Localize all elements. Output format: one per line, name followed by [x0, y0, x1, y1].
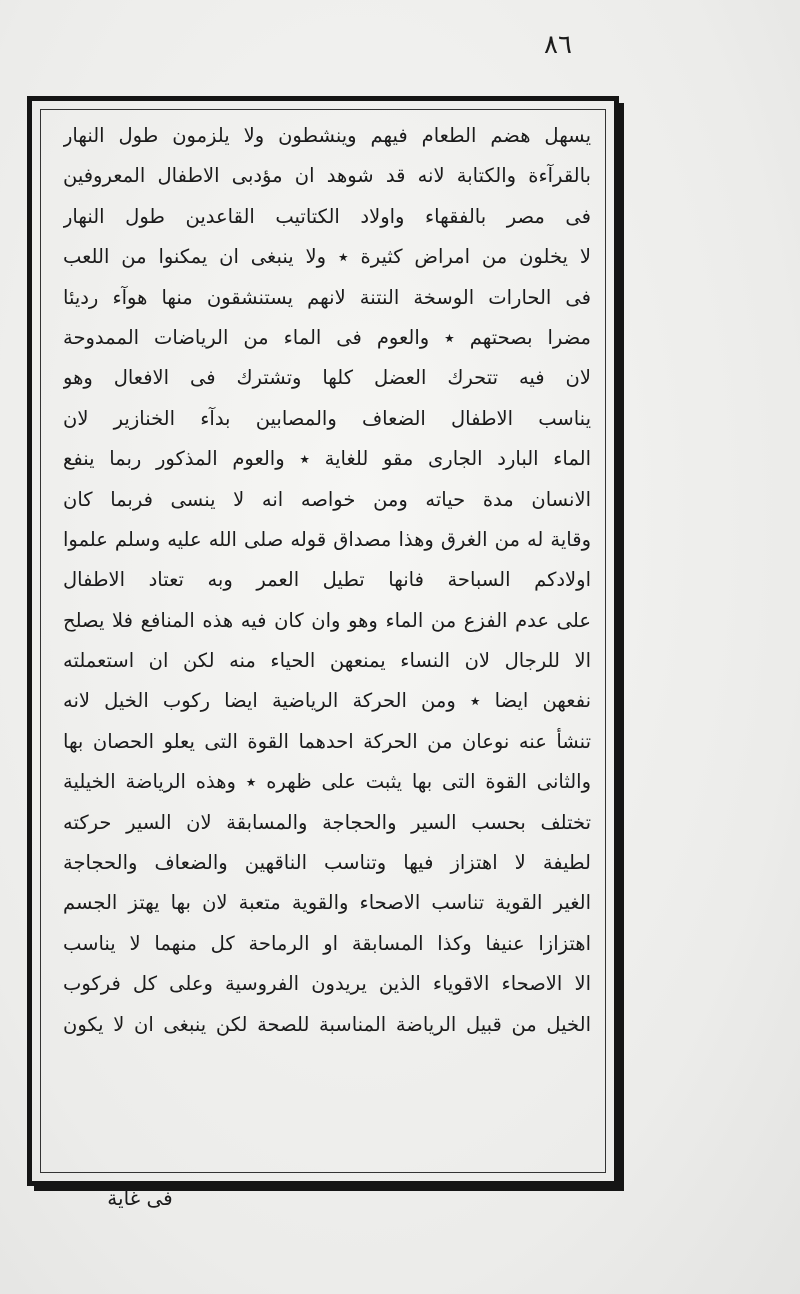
text-line: الماء البارد الجارى مقو للغاية ٭ والعوم المذكور ربما ينفع: [63, 447, 591, 471]
catchword: فى غاية: [107, 1186, 173, 1210]
text-frame: [27, 96, 619, 1186]
text-line: على عدم الفزع من الماء وهو وان كان فيه هذه المنافع فلا يصلح: [63, 608, 591, 632]
text-line: نفعهن ايضا ٭ ومن الحركة الرياضية ايضا ركوب الخيل لانه: [63, 689, 591, 713]
text-line: تختلف بحسب السير والحجاجة والمسابقة لان السير حركته: [63, 810, 591, 834]
text-line: الخيل من قبيل الرياضة المناسبة للصحة لكن ينبغى ان لا يكون: [63, 1012, 591, 1036]
text-line: اهتزازا عنيفا وكذا المسابقة او الرماحة كل منهما لا يناسب: [63, 931, 591, 955]
text-line: فى الحارات الوسخة النتنة لانهم يستنشقون منها هوآء رديئا: [63, 285, 591, 309]
text-line: يناسب الاطفال الضعاف والمصابين بدآء الخنازير لان: [63, 406, 591, 430]
text-line: لطيفة لا اهتزاز فيها وتناسب الناقهين والضعاف والحجاجة: [63, 851, 591, 875]
text-line: فى مصر بالفقهاء واولاد الكتاتيب القاعدين طول النهار: [63, 204, 591, 228]
text-line: والثانى القوة التى بها يثبت على ظهره ٭ وهذه الرياضة الخيلية: [63, 770, 591, 794]
text-line: الغير القوية تناسب الاصحاء والقوية متعبة لان بها يهتز الجسم: [63, 891, 591, 915]
text-line: الا للرجال لان النساء يمنعهن الحياء منه لكن ان استعملته: [63, 649, 591, 673]
page-number: ٨٦: [544, 30, 572, 60]
text-line: لان فيه تتحرك العضل كلها وتشترك فى الافعال وهو: [63, 366, 591, 390]
text-frame-inner-rule: [40, 109, 606, 1173]
body-text: [63, 116, 591, 1045]
text-line: بالقرآءة والكتابة لانه قد شوهد ان مؤدبى الاطفال المعروفين: [63, 164, 591, 188]
text-line: تنشأ عنه نوعان من الحركة احدهما القوة التى يعلو الحصان بها: [63, 729, 591, 753]
text-line: لا يخلون من امراض كثيرة ٭ ولا ينبغى ان يمكنوا من اللعب: [63, 245, 591, 269]
text-line: وقاية له من الغرق وهذا مصداق قوله صلى الله عليه وسلم علموا: [63, 527, 591, 551]
text-line: الا الاصحاء الاقوياء الذين يريدون الفروسية وعلى كل فركوب: [63, 972, 591, 996]
text-line: الانسان مدة حياته ومن خواصه انه لا ينسى فربما كان: [63, 487, 591, 511]
text-line: مضرا بصحتهم ٭ والعوم فى الماء من الرياضات الممدوحة: [63, 325, 591, 349]
text-line: يسهل هضم الطعام فيهم وينشطون ولا يلزمون طول النهار: [63, 124, 591, 147]
text-line: اولادكم السباحة فانها تطيل العمر وبه تعتاد الاطفال: [63, 568, 591, 592]
